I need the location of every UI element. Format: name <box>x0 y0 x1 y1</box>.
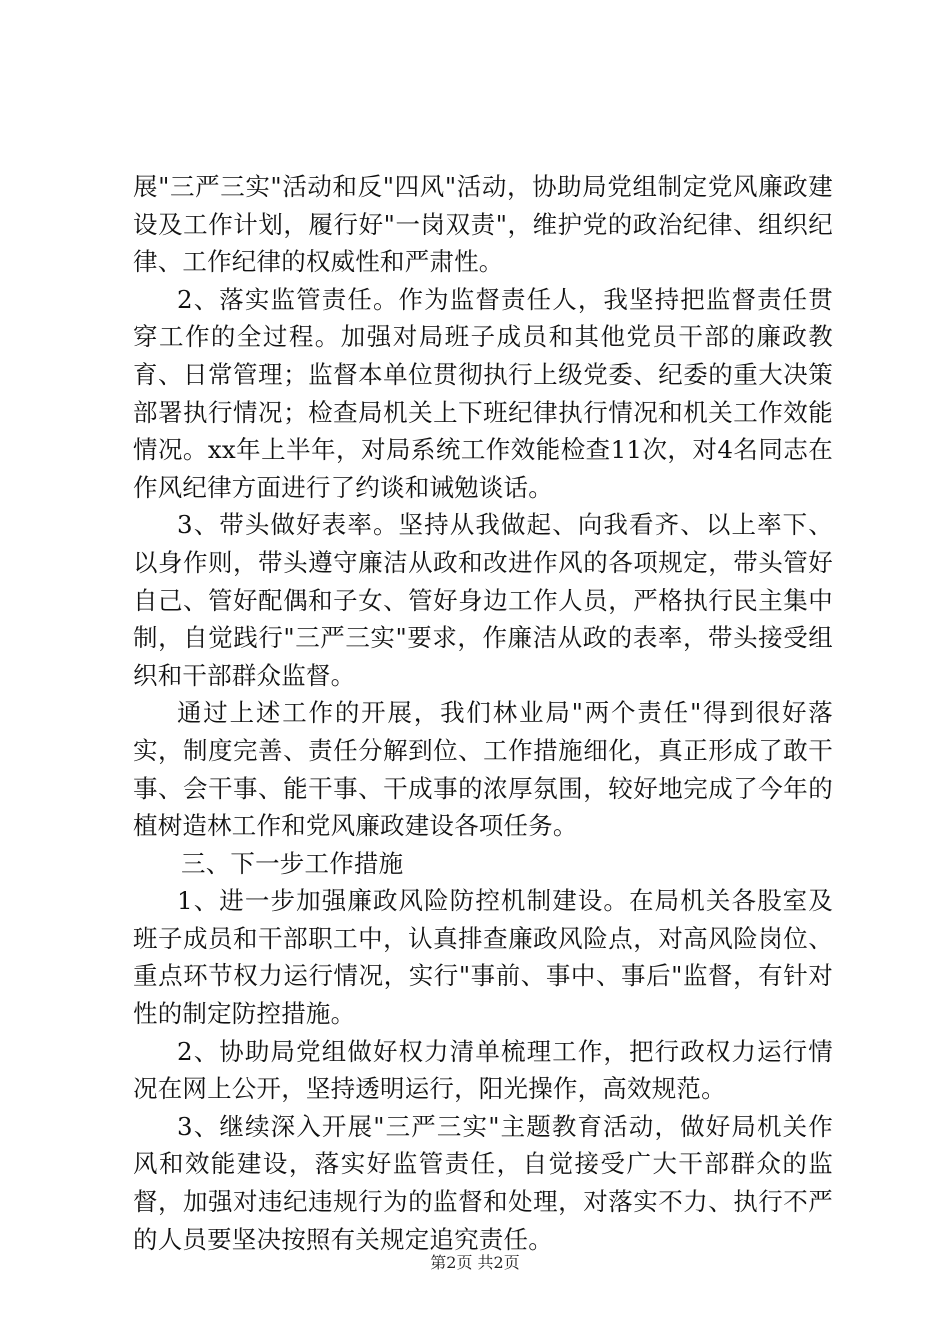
paragraph-risk-control: 1、进一步加强廉政风险防控机制建设。在局机关各股室及班子成员和干部职工中，认真排查廉政风险点，对高风险岗位、重点环节权力运行情况，实行"事前、事中、事后"监督，有针对性的制定防控措施。 <box>133 886 833 1029</box>
document-body <box>133 168 833 1258</box>
paragraph-summary: 通过上述工作的开展，我们林业局"两个责任"得到很好落实，制度完善、责任分解到位、工作措施细化，真正形成了敢干事、会干事、能干事、干成事的浓厚氛围，较好地完成了今年的植树造林工作和党风廉政建设各项任务。 <box>133 698 833 841</box>
paragraph-lead-by-example: 3、带头做好表率。坚持从我做起、向我看齐、以上率下、以身作则，带头遵守廉洁从政和改进作风的各项规定，带头管好自己、管好配偶和子女、管好身边工作人员，严格执行民主集中制，自觉践行"三严三实"要求，作廉洁从政的表率，带头接受组织和干部群众监督。 <box>133 510 833 690</box>
paragraph-continuation: 展"三严三实"活动和反"四风"活动，协助局党组制定党风廉政建设及工作计划，履行好"一岗双责"，维护党的政治纪律、组织纪律、工作纪律的权威性和严肃性。 <box>133 172 833 277</box>
page-footer: 第2页 共2页 <box>430 1253 520 1272</box>
paragraph-power-list: 2、协助局党组做好权力清单梳理工作，把行政权力运行情况在网上公开，坚持透明运行，阳光操作，高效规范。 <box>133 1036 833 1104</box>
paragraph-supervision-responsibility: 2、落实监管责任。作为监督责任人，我坚持把监督责任贯穿工作的全过程。加强对局班子成员和其他党员干部的廉政教育、日常管理；监督本单位贯彻执行上级党委、纪委的重大决策部署执行情况；检查局机关上下班纪律执行情况和机关工作效能情况。xx年上半年，对局系统工作效能检查11次，对4名同志在作风纪律方面进行了约谈和诫勉谈话。 <box>133 284 833 502</box>
paragraph-education-activity: 3、继续深入开展"三严三实"主题教育活动，做好局机关作风和效能建设，落实好监管责任，自觉接受广大干部群众的监督，加强对违纪违规行为的监督和处理，对落实不力、执行不严的人员要坚决按照有关规定追究责任。 <box>133 1111 833 1254</box>
section-heading-next-steps: 三、下一步工作措施 <box>181 848 404 878</box>
